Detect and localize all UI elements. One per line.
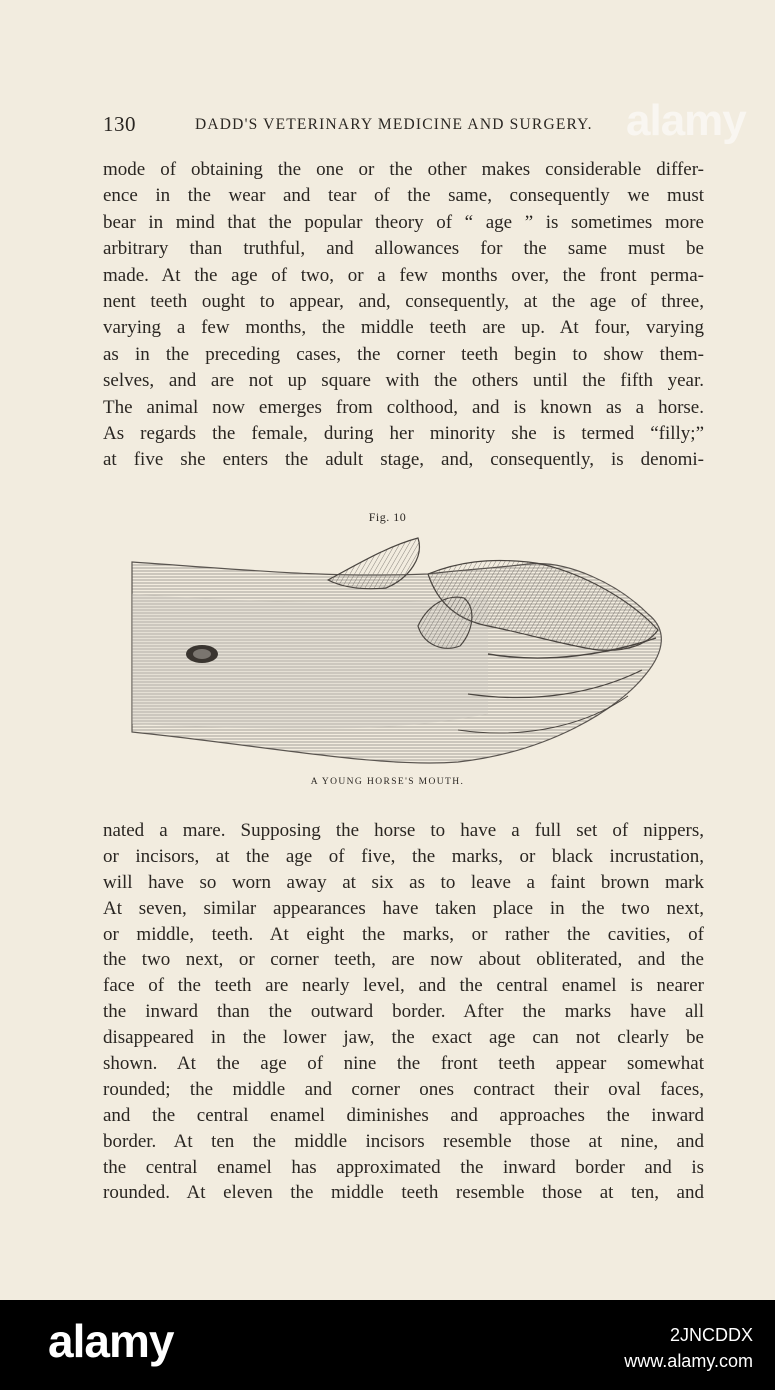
text-line: arbitrary than truthful, and allowances for the same must be	[103, 238, 704, 260]
text-line: the inward than the outward border. After the marks have all	[103, 1001, 704, 1023]
text-line: nent teeth ought to appear, and, consequently, at the age of three,	[103, 290, 704, 312]
figure-label: Fig. 10	[368, 510, 407, 524]
text-line: varying a few months, the middle teeth are up. At four, varying	[103, 317, 704, 339]
text-line: ence in the wear and tear of the same, consequently we must	[103, 185, 704, 207]
text-line: at five she enters the adult stage, and, consequently, is denomi-	[103, 449, 704, 471]
text-line: disappeared in the lower jaw, the exact age can not clearly be	[103, 1027, 704, 1049]
page-number: 130	[103, 112, 136, 136]
text-line: As regards the female, during her minority she is termed “filly;”	[103, 422, 704, 444]
footer-logo: alamy	[48, 1315, 174, 1367]
running-head: DADD'S VETERINARY MEDICINE AND SURGERY.	[195, 116, 593, 133]
paragraph-bottom	[103, 818, 704, 1206]
text-line: made. At the age of two, or a few months over, the front perma-	[103, 264, 704, 286]
text-line: selves, and are not up square with the others until the fifth year.	[103, 370, 704, 392]
text-line: nated a mare. Supposing the horse to have a full set of nippers,	[103, 820, 704, 841]
horse-mouth-illustration	[128, 534, 668, 766]
text-line: rounded. At eleven the middle teeth resemble those at ten, and	[103, 1182, 704, 1204]
text-line: At seven, similar appearances have taken place in the two next,	[103, 897, 704, 919]
watermark-footer-bar	[0, 1300, 775, 1390]
text-line: will have so worn away at six as to leave a faint brown mark	[103, 871, 704, 893]
text-line: face of the teeth are nearly level, and the central enamel is nearer	[103, 975, 704, 997]
text-line: The animal now emerges from colthood, and is known as a horse.	[103, 396, 704, 418]
text-line: as in the preceding cases, the corner teeth begin to show them-	[103, 343, 704, 365]
text-line: bear in mind that the popular theory of “ age ” is sometimes more	[103, 211, 704, 233]
text-line: and the central enamel diminishes and approaches the inward	[103, 1104, 704, 1126]
text-line: mode of obtaining the one or the other makes considerable differ-	[103, 159, 704, 180]
image-id: 2JNCDDX	[669, 1325, 753, 1345]
paragraph-top	[103, 157, 704, 474]
text-line: border. At ten the middle incisors resemble those at nine, and	[103, 1130, 704, 1152]
page-header	[103, 112, 703, 140]
figure-caption: A YOUNG HORSE'S MOUTH.	[310, 777, 465, 787]
text-line: rounded; the middle and corner ones contract their oval faces,	[103, 1078, 704, 1100]
text-line: or incisors, at the age of five, the marks, or black incrustation,	[103, 845, 704, 867]
text-line: shown. At the age of nine the front teeth appear somewhat	[103, 1053, 704, 1075]
text-line: or middle, teeth. At eight the marks, or rather the cavities, of	[103, 923, 704, 945]
footer-image-info	[624, 1322, 753, 1374]
site-url: www.alamy.com	[624, 1351, 753, 1371]
text-line: the two next, or corner teeth, are now about obliterated, and the	[103, 949, 704, 971]
watermark-logo: alamy	[626, 96, 746, 145]
text-line: the central enamel has approximated the inward border and is	[103, 1156, 704, 1178]
